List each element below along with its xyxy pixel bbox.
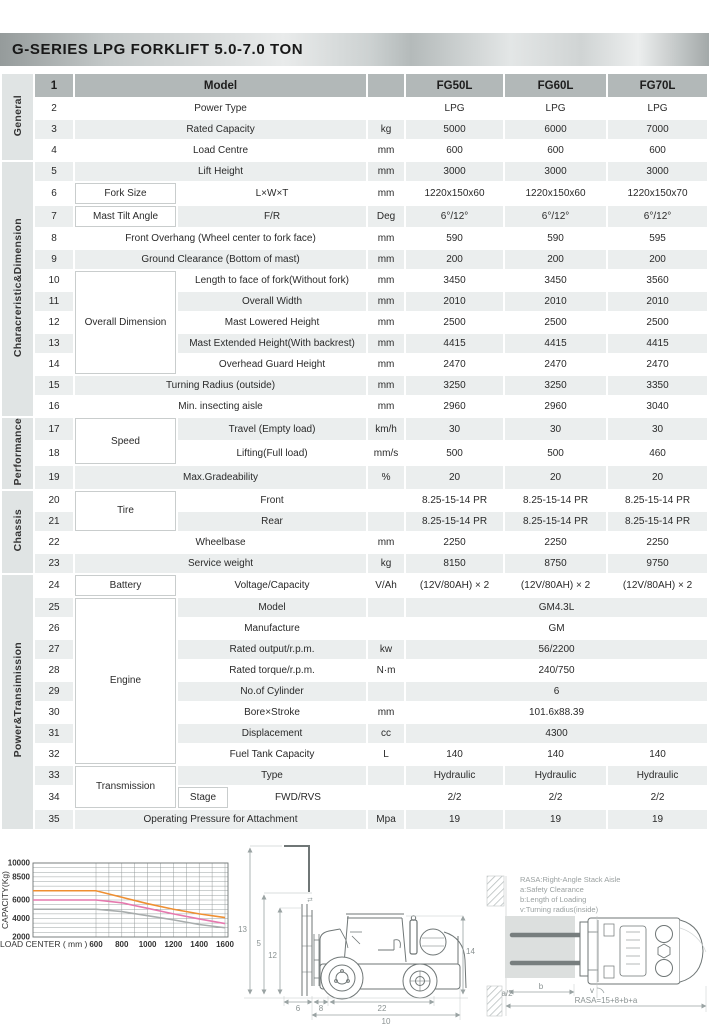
unit-cell: mm <box>368 703 404 722</box>
spec-label: Lifting(Full load) <box>178 442 366 464</box>
unit-cell: L <box>368 745 404 764</box>
value-cell-merged: 56/2200 <box>406 640 707 659</box>
row-number: 27 <box>35 640 73 659</box>
group-label: Mast Tilt Angle <box>75 206 176 227</box>
column-header-model: FG70L <box>608 74 707 97</box>
value-cell-merged: 6 <box>406 682 707 701</box>
row-number: 29 <box>35 682 73 701</box>
capacity-chart <box>0 836 236 1024</box>
spec-label: Mast Lowered Height <box>178 313 366 332</box>
unit-header <box>368 74 404 97</box>
value-cell: 5000 <box>406 120 503 139</box>
value-cell: 8.25-15-14 PR <box>406 512 503 531</box>
unit-cell: mm <box>368 141 404 160</box>
value-cell: 500 <box>406 442 503 464</box>
value-cell: 2010 <box>608 292 707 311</box>
stack-wall-block-top <box>487 876 504 906</box>
stack-wall-block-bottom <box>487 986 502 1016</box>
value-cell: LPG <box>505 99 606 118</box>
value-cell: 2960 <box>505 397 606 416</box>
row-number: 28 <box>35 661 73 680</box>
value-cell: 3000 <box>406 162 503 181</box>
row-number: 10 <box>35 271 73 290</box>
value-cell: 3450 <box>406 271 503 290</box>
value-cell-merged: 240/750 <box>406 661 707 680</box>
row-number: 32 <box>35 745 73 764</box>
category-label <box>2 575 33 829</box>
value-cell-merged: 4300 <box>406 724 707 743</box>
title-band <box>0 33 709 66</box>
dim-safety-clearance: a/2 <box>501 989 513 998</box>
diagrams-section <box>0 836 709 1024</box>
row-number: 30 <box>35 703 73 722</box>
spec-label: Rear <box>178 512 366 531</box>
spec-label: Manufacture <box>178 619 366 638</box>
unit-cell: mm <box>368 229 404 248</box>
row-number: 7 <box>35 206 73 227</box>
spec-label: Fuel Tank Capacity <box>178 745 366 764</box>
value-cell: 8.25-15-14 PR <box>406 491 503 510</box>
value-cell: 8.25-15-14 PR <box>608 512 707 531</box>
row-number: 9 <box>35 250 73 269</box>
unit-cell: mm <box>368 271 404 290</box>
value-cell: 4415 <box>406 334 503 353</box>
group-label: Battery <box>75 575 176 596</box>
spec-label: Front Overhang (Wheel center to fork face) <box>75 229 366 248</box>
value-cell: 590 <box>406 229 503 248</box>
spec-label: Wheelbase <box>75 533 366 552</box>
unit-cell: mm <box>368 355 404 374</box>
unit-cell: mm <box>368 292 404 311</box>
row-number: 16 <box>35 397 73 416</box>
unit-cell: cc <box>368 724 404 743</box>
legend-line-b: b:Length of Loading <box>520 895 587 904</box>
row-number: 3 <box>35 120 73 139</box>
spec-label: Min. insecting aisle <box>75 397 366 416</box>
spec-label: Length to face of fork(Without fork) <box>178 271 366 290</box>
value-cell: 140 <box>505 745 606 764</box>
spec-label: Operating Pressure for Attachment <box>75 810 366 829</box>
row-number: 24 <box>35 575 73 596</box>
value-cell: 8.25-15-14 PR <box>608 491 707 510</box>
value-cell: 3560 <box>608 271 707 290</box>
value-cell: 2470 <box>406 355 503 374</box>
unit-cell <box>368 766 404 785</box>
spec-label: Front <box>178 491 366 510</box>
category-label <box>2 418 33 489</box>
y-tick-label: 8500 <box>12 872 30 882</box>
group-label: Transmission <box>75 766 176 808</box>
unit-cell: km/h <box>368 418 404 440</box>
unit-cell <box>368 598 404 617</box>
value-cell: 19 <box>608 810 707 829</box>
legend-line-a: a:Safety Clearance <box>520 885 584 894</box>
x-tick-label: 800 <box>115 940 129 949</box>
value-cell: 19 <box>505 810 606 829</box>
category-label-text: Performance <box>11 418 24 486</box>
rasa-formula: RASA=15+8+b+a <box>574 996 638 1005</box>
row-number: 18 <box>35 442 73 464</box>
value-cell: 30 <box>608 418 707 440</box>
spec-table <box>0 72 709 831</box>
spec-label: Max.Gradeability <box>75 466 366 488</box>
unit-cell: N·m <box>368 661 404 680</box>
x-tick-label: 1000 <box>138 940 157 949</box>
value-cell: Hydraulic <box>608 766 707 785</box>
row-number: 5 <box>35 162 73 181</box>
spec-label: Load Centre <box>75 141 366 160</box>
value-cell: LPG <box>608 99 707 118</box>
unit-cell: mm <box>368 183 404 204</box>
value-cell: 3000 <box>608 162 707 181</box>
spec-label: Bore×Stroke <box>178 703 366 722</box>
x-tick-label: 600 <box>89 940 103 949</box>
unit-cell: mm <box>368 313 404 332</box>
value-cell: 600 <box>406 141 503 160</box>
value-cell: 2500 <box>406 313 503 332</box>
value-cell: 140 <box>406 745 503 764</box>
dim-overall-length: 10 <box>381 1017 391 1024</box>
value-cell: (12V/80AH) × 2 <box>406 575 503 596</box>
spec-label: FWD/RVS <box>230 787 366 808</box>
row-number: 34 <box>35 787 73 808</box>
row-number: 12 <box>35 313 73 332</box>
unit-cell: kg <box>368 120 404 139</box>
dim-fork-length: 6 <box>295 1004 301 1013</box>
unit-cell: Deg <box>368 206 404 227</box>
value-cell: 20 <box>608 466 707 488</box>
spec-label: Turning Radius (outside) <box>75 376 366 395</box>
row-number: 1 <box>35 74 73 97</box>
row-number: 13 <box>35 334 73 353</box>
dim-lift-height: 5 <box>256 939 261 948</box>
row-number: 11 <box>35 292 73 311</box>
unit-cell: kg <box>368 554 404 573</box>
dim-overhead-guard-height: 14 <box>466 947 475 956</box>
value-cell: 600 <box>608 141 707 160</box>
value-cell: 2250 <box>608 533 707 552</box>
spec-label: Rated output/r.p.m. <box>178 640 366 659</box>
value-cell: 590 <box>505 229 606 248</box>
value-cell: 3250 <box>406 376 503 395</box>
value-cell: 2010 <box>505 292 606 311</box>
row-number: 8 <box>35 229 73 248</box>
y-tick-label: 4000 <box>12 914 30 924</box>
row-number: 35 <box>35 810 73 829</box>
spec-label: No.of Cylinder <box>178 682 366 701</box>
unit-cell: mm <box>368 397 404 416</box>
row-number: 14 <box>35 355 73 374</box>
row-number: 4 <box>35 141 73 160</box>
spec-label: Rated Capacity <box>75 120 366 139</box>
value-cell-merged: GM4.3L <box>406 598 707 617</box>
unit-cell <box>368 512 404 531</box>
value-cell: 3000 <box>505 162 606 181</box>
dim-front-overhang: 8 <box>318 1004 324 1013</box>
value-cell: 200 <box>608 250 707 269</box>
value-cell: 8150 <box>406 554 503 573</box>
value-cell: 6000 <box>505 120 606 139</box>
value-cell: 6°/12° <box>505 206 606 227</box>
unit-cell: kw <box>368 640 404 659</box>
spec-label: F/R <box>178 206 366 227</box>
spec-label: Lift Height <box>75 162 366 181</box>
unit-cell: mm <box>368 376 404 395</box>
row-number: 26 <box>35 619 73 638</box>
value-cell: 200 <box>505 250 606 269</box>
unit-cell <box>368 787 404 808</box>
value-cell: 1220x150x60 <box>406 183 503 204</box>
value-cell: Hydraulic <box>505 766 606 785</box>
group-label: Speed <box>75 418 176 464</box>
unit-cell: % <box>368 466 404 488</box>
value-cell: (12V/80AH) × 2 <box>505 575 606 596</box>
value-cell: 500 <box>505 442 606 464</box>
value-cell: 2500 <box>608 313 707 332</box>
page-title: G-SERIES LPG FORKLIFT 5.0-7.0 TON <box>12 41 304 58</box>
value-cell: 2250 <box>505 533 606 552</box>
value-cell: 8.25-15-14 PR <box>505 512 606 531</box>
mast-tilt-icon: ⇄ <box>307 897 313 904</box>
chart-x-axis-title: LOAD CENTER ( mm ) <box>0 939 88 949</box>
spec-label: Overall Width <box>178 292 366 311</box>
model-header: Model <box>75 74 366 97</box>
category-label <box>2 74 33 160</box>
group-label: Tire <box>75 491 176 531</box>
value-cell: 3250 <box>505 376 606 395</box>
value-cell: 3350 <box>608 376 707 395</box>
chart-y-axis-title: CAPACITY(Kg) <box>0 871 10 929</box>
value-cell: 20 <box>505 466 606 488</box>
spec-label: Mast Extended Height(With backrest) <box>178 334 366 353</box>
value-cell: 140 <box>608 745 707 764</box>
value-cell: 2/2 <box>406 787 503 808</box>
value-cell: 2960 <box>406 397 503 416</box>
unit-cell <box>368 491 404 510</box>
value-cell: 8.25-15-14 PR <box>505 491 606 510</box>
chart-x-ticks <box>89 940 234 949</box>
value-cell: 9750 <box>608 554 707 573</box>
row-number: 33 <box>35 766 73 785</box>
spec-label: Service weight <box>75 554 366 573</box>
category-label <box>2 162 33 416</box>
legend-line-rasa: RASA:Right-Angle Stack Aisle <box>520 875 621 884</box>
value-cell: 3450 <box>505 271 606 290</box>
value-cell: 19 <box>406 810 503 829</box>
chart-y-ticks <box>8 859 31 942</box>
row-number: 21 <box>35 512 73 531</box>
y-tick-label: 2000 <box>12 932 30 942</box>
row-number: 17 <box>35 418 73 440</box>
dim-turning-radius-v: v <box>590 986 594 995</box>
value-cell: 2/2 <box>608 787 707 808</box>
forklift-top-view <box>478 836 709 1024</box>
x-tick-label: 1200 <box>164 940 183 949</box>
value-cell: 2010 <box>406 292 503 311</box>
value-cell: (12V/80AH) × 2 <box>608 575 707 596</box>
unit-cell <box>368 682 404 701</box>
row-number: 15 <box>35 376 73 395</box>
dim-wheelbase: 22 <box>377 1004 387 1013</box>
value-cell: 2500 <box>505 313 606 332</box>
x-tick-label: 1400 <box>190 940 209 949</box>
unit-cell: mm <box>368 334 404 353</box>
unit-cell: mm <box>368 533 404 552</box>
value-cell: 6°/12° <box>406 206 503 227</box>
dim-load-length-b: b <box>538 982 544 991</box>
unit-cell <box>368 99 404 118</box>
spec-label: Travel (Empty load) <box>178 418 366 440</box>
unit-cell: mm <box>368 250 404 269</box>
column-header-model: FG50L <box>406 74 503 97</box>
stage-cell: Stage <box>178 787 228 808</box>
unit-cell <box>368 619 404 638</box>
value-cell: 2470 <box>505 355 606 374</box>
category-label-text: Characreristic&Dimension <box>11 217 24 358</box>
value-cell: 30 <box>505 418 606 440</box>
spec-label: Voltage/Capacity <box>178 575 366 596</box>
category-label <box>2 491 33 573</box>
series-line-FG60L <box>33 900 225 924</box>
row-number: 20 <box>35 491 73 510</box>
value-cell: 20 <box>406 466 503 488</box>
value-cell: 8750 <box>505 554 606 573</box>
value-cell-merged: GM <box>406 619 707 638</box>
column-header-model: FG60L <box>505 74 606 97</box>
value-cell: Hydraulic <box>406 766 503 785</box>
forklift-side-view <box>236 836 478 1024</box>
load-rectangle <box>505 916 575 978</box>
value-cell: 30 <box>406 418 503 440</box>
spec-label: Displacement <box>178 724 366 743</box>
spec-label: Power Type <box>75 99 366 118</box>
value-cell: 7000 <box>608 120 707 139</box>
row-number: 22 <box>35 533 73 552</box>
spec-label: Rated torque/r.p.m. <box>178 661 366 680</box>
group-label: Engine <box>75 598 176 764</box>
spec-label: L×W×T <box>178 183 366 204</box>
category-label-text: Power&Transimission <box>11 642 24 758</box>
spec-label: Model <box>178 598 366 617</box>
row-number: 6 <box>35 183 73 204</box>
unit-cell: V/Ah <box>368 575 404 596</box>
value-cell: 2/2 <box>505 787 606 808</box>
value-cell: LPG <box>406 99 503 118</box>
value-cell-merged: 101.6x88.39 <box>406 703 707 722</box>
row-number: 2 <box>35 99 73 118</box>
group-label: Fork Size <box>75 183 176 204</box>
category-label-text: General <box>11 94 24 137</box>
value-cell: 4415 <box>505 334 606 353</box>
group-label: Overall Dimension <box>75 271 176 374</box>
forklift-side-drawing <box>250 846 466 999</box>
value-cell: 200 <box>406 250 503 269</box>
value-cell: 2250 <box>406 533 503 552</box>
unit-cell: mm/s <box>368 442 404 464</box>
category-label-text: Chassis <box>11 508 24 552</box>
value-cell: 460 <box>608 442 707 464</box>
dim-mast-lowered-height: 12 <box>268 951 277 960</box>
unit-cell: Mpa <box>368 810 404 829</box>
row-number: 23 <box>35 554 73 573</box>
legend-line-v: v:Turning radius(inside) <box>520 905 599 914</box>
row-number: 31 <box>35 724 73 743</box>
value-cell: 1220x150x60 <box>505 183 606 204</box>
value-cell: 4415 <box>608 334 707 353</box>
value-cell: 6°/12° <box>608 206 707 227</box>
row-number: 25 <box>35 598 73 617</box>
value-cell: 2470 <box>608 355 707 374</box>
x-tick-label: 1600 <box>216 940 234 949</box>
value-cell: 1220x150x70 <box>608 183 707 204</box>
spec-label: Type <box>178 766 366 785</box>
value-cell: 600 <box>505 141 606 160</box>
value-cell: 3040 <box>608 397 707 416</box>
y-tick-label: 6000 <box>12 895 30 905</box>
value-cell: 595 <box>608 229 707 248</box>
dim-mast-extended-height: 13 <box>238 925 247 934</box>
spec-label: Ground Clearance (Bottom of mast) <box>75 250 366 269</box>
y-tick-label: 10000 <box>7 858 30 868</box>
spec-label: Overhead Guard Height <box>178 355 366 374</box>
unit-cell: mm <box>368 162 404 181</box>
row-number: 19 <box>35 466 73 488</box>
